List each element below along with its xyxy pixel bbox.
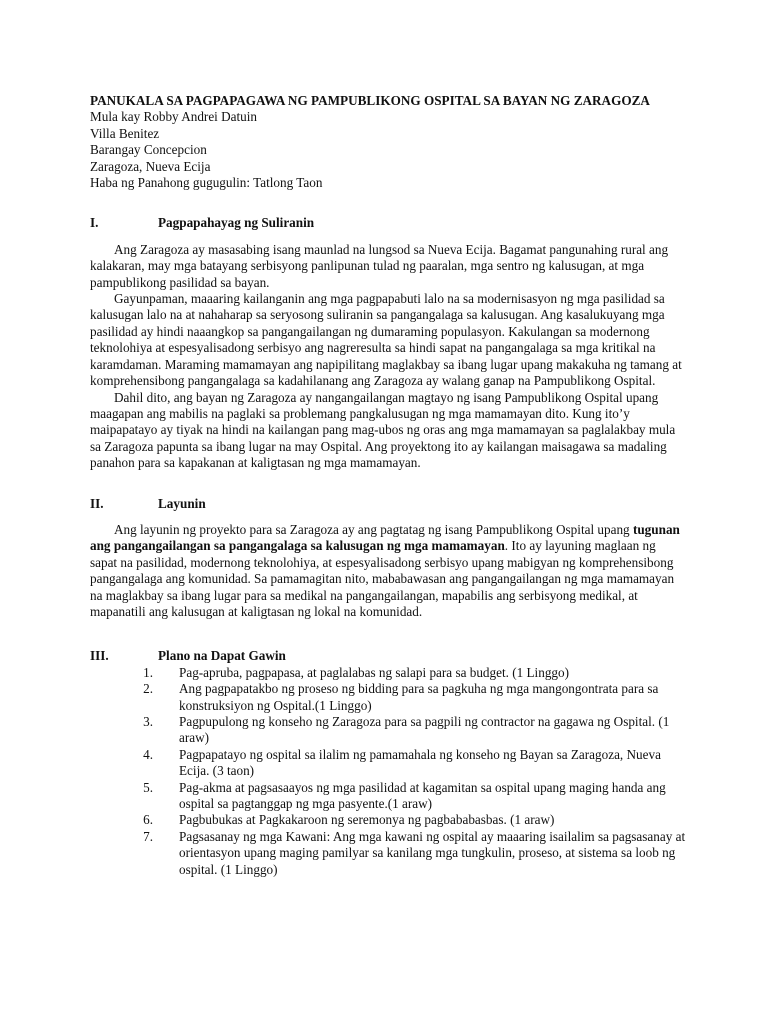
section-1-paragraph-3: Dahil dito, ang bayan ng Zaragoza ay nangangailangan magtayo ng isang Pampublikong Ospital upang maagapan ang mabilis na paglaki sa problemang pangkalusugan ng mga mamamayan dito. Kung ito’y maipapatayo ay tiyak na hindi na kailangan pang mag-ubos ng oras ang mga mamamayan sa paglalakbay mula sa Zaragoza papunta sa ibang lugar na may Ospital. Ang proyektong ito ay kailangan maisagawa sa madaling panahon para sa kapakanan at kaligtasan ng mga mamamayan. [90,389,676,471]
plan-item-number: 5. [143,779,153,795]
address-line-2: Barangay Concepcion [90,142,207,158]
section-3-heading [90,648,686,664]
duration-line: Haba ng Panahong gugugulin: Tatlong Taon [90,175,323,191]
plan-item-number: 1. [143,664,153,680]
plan-item [90,665,686,681]
section-1-number: I. [90,215,99,231]
plan-item-number: 3. [143,714,153,729]
section-2-heading [90,496,686,512]
plan-item-number: 2. [143,681,153,697]
section-2-number: II. [90,495,104,511]
section-1-paragraph-1: Ang Zaragoza ay masasabing isang maunlad na lungsod sa Nueva Ecija. Bagamat pangunahing rural ang kalakaran, may mga batayang serbisyong panlipunan tulad ng paaralan, mga sentro ng kalusugan, at mga pampublikong pasilidad sa bayan. [90,241,669,290]
section-2-title: Layunin [158,495,206,511]
address-line-1: Villa Benitez [90,125,160,141]
plan-item-text: Pagpapatayo ng ospital sa ilalim ng pamamahala ng konseho ng Bayan sa Zaragoza, Nueva Ecija. (3 taon) [179,746,661,779]
section-3-title: Plano na Dapat Gawin [158,648,286,664]
plan-item-text: Pag-apruba, pagpapasa, at paglalabas ng salapi para sa budget. (1 Linggo) [179,664,569,680]
section-1-title: Pagpapahayag ng Suliranin [158,215,315,231]
plan-item [90,714,686,747]
plan-item-text: Pagbubukas at Pagkakaroon ng seremonya ng pagbababasbas. (1 araw) [179,812,555,828]
address-line-3: Zaragoza, Nueva Ecija [90,158,211,174]
plan-item-text: Pagpupulong ng konseho ng Zaragoza para sa pagpili ng contractor na gagawa ng Ospital. (1 araw) [179,714,670,746]
section-2-text-end: . Ito ay layuning maglaan ng sapat na pasilidad, modernong teknolohiya, at espesyalisadong serbisyo upang mabigyan ng komprehensibong pangangalaga ang komunidad. Sa pamamagitan nito, mababawasan ang pangangailangan ng mga mamamayan na maglakbay sa ibang lugar para sa medikal na pangangailangan, mapabilis ang serbisyong medikal, at mapanatili ang kalusugan at kaligtasan ng lokal na komunidad. [90,538,675,619]
plan-item [90,747,686,780]
plan-item [90,681,686,714]
section-2-paragraph [90,522,686,620]
document-title: PANUKALA SA PAGPAPAGAWA NG PAMPUBLIKONG OSPITAL SA BAYAN NG ZARAGOZA [90,93,650,108]
plan-item [90,812,686,828]
document-body [90,93,686,878]
section-3-number: III. [90,648,109,664]
section-2-text-start: Ang layunin ng proyekto para sa Zaragoza ay ang pagtatag ng isang Pampublikong Ospital upang [114,521,633,537]
plan-item-text: Ang pagpapatakbo ng proseso ng bidding para sa pagkuha ng mga mangongontrata para sa konstruksiyon ng Ospital.(1 Linggo) [179,681,659,713]
section-1-paragraph-2: Gayunpaman, maaaring kailanganin ang mga pagpapabuti lalo na sa modernisasyon ng mga pasilidad sa kalusugan lalo na at nahaharap sa seryosong suliranin sa pangangalaga sa kalusugan. Ang kasalukuyang mga pasilidad ay hindi naaangkop sa pangangailangan ng dumaraming populasyon. Kakulangan sa modernong teknolohiya at espesyalisadong serbisyo ang nagreresulta sa hindi sapat na pangangalaga sa mga kritikal na karamdaman. Maraming mamamayan ang napipilitang maglakbay sa ibang lugar upang makakuha ng tamang at komprehensibong pangangalaga sa kadahilanang ang Zaragoza ay walang ganap na Pampublikong Ospital. [90,291,682,389]
plan-item-text: Pagsasanay ng mga Kawani: Ang mga kawani ng ospital ay maaaring isailalim sa pagsasanay at orientasyon upang maging pamilyar sa kanilang mga tungkulin, proseso, at sistema sa loob ng ospital. (1 Linggo) [179,828,686,877]
plan-item-number: 7. [143,828,153,844]
plan-item-number: 4. [143,746,153,762]
plan-list [90,665,686,878]
plan-item [90,780,686,813]
plan-item [90,829,686,878]
author-line: Mula kay Robby Andrei Datuin [90,109,258,125]
plan-item-text: Pag-akma at pagsasaayos ng mga pasilidad at kagamitan sa ospital upang maging handa ang ospital sa pagtanggap ng mga pasyente.(1 araw) [179,779,666,812]
plan-item-number: 6. [143,812,153,828]
section-1-heading [90,215,686,231]
section-2-text-bold: tugunan ang pangangailangan sa pangangalaga sa kalusugan ng mga mamamayan [90,521,680,554]
